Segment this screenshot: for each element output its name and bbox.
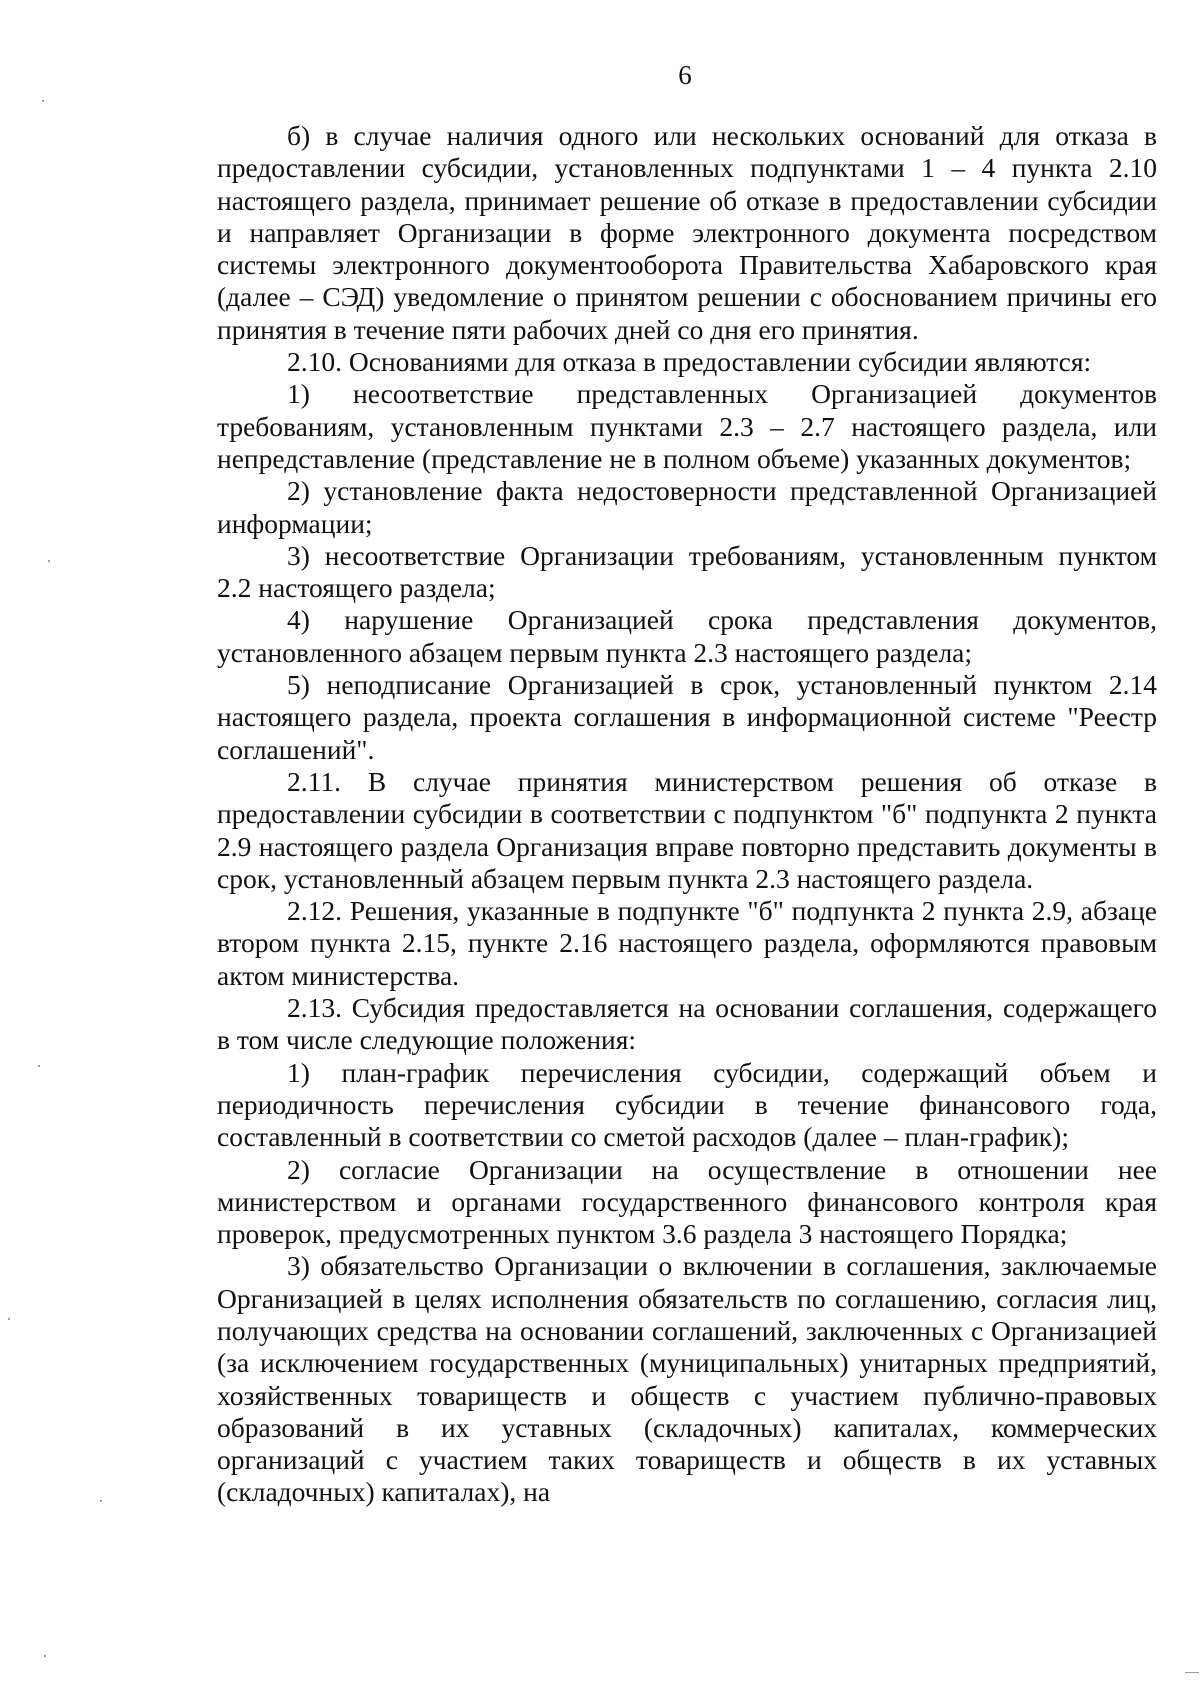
scan-speck [100, 1500, 102, 1502]
scan-edge-mark [1185, 1672, 1199, 1673]
paragraph-2-10-item-4: 4) нарушение Организацией срока представления документов, установленного абзацем первым пункта 2.3 настоящего раздела; [217, 604, 1157, 668]
paragraph-2-10: 2.10. Основаниями для отказа в предоставлении субсидии являются: [287, 346, 1092, 378]
scan-speck [38, 1065, 40, 1067]
paragraph-subitem-b: б) в случае наличия одного или нескольких оснований для отказа в предоставлении субсидии, установленных подпунктами 1 – 4 пункта 2.10 настоящего раздела, принимает решение об отказе в предоставлении субсидии и направляет Организации в форме электронного документа посредством системы электронного документооборота Правительства Хабаровского края (далее – СЭД) уведомление о принятом решении с обоснованием причины его принятия в течение пяти рабочих дней со дня его принятия. [217, 120, 1157, 345]
paragraph-2-10-item-2: 2) установление факта недостоверности представленной Организацией информации; [217, 475, 1157, 539]
page-number: 6 [678, 60, 692, 90]
scan-speck [8, 1318, 10, 1320]
paragraph-2-10-item-1: 1) несоответствие представленных Организацией документов требованиям, установленным пунктами 2.3 – 2.7 настоящего раздела, или непредставление (представление не в полном объеме) указанных документов; [217, 378, 1157, 474]
paragraph-2-11: 2.11. В случае принятия министерством решения об отказе в предоставлении субсидии в соответствии с подпунктом "б" подпункта 2 пункта 2.9 настоящего раздела Организация вправе повторно представить документы в срок, установленный абзацем первым пункта 2.3 настоящего раздела. [217, 765, 1157, 894]
document-body [217, 120, 1157, 1509]
paragraph-2-13: 2.13. Субсидия предоставляется на основании соглашения, содержащего в том числе следующие положения: [217, 992, 1157, 1056]
paragraph-2-12: 2.12. Решения, указанные в подпункте "б" подпункта 2 пункта 2.9, абзаце втором пункта 2.15, пункте 2.16 настоящего раздела, оформляются правовым актом министерства. [217, 895, 1157, 991]
paragraph-2-13-item-3: 3) обязательство Организации о включении в соглашения, заключаемые Организацией в целях исполнения обязательств по соглашению, согласия лиц, получающих средства на основании соглашений, заключенных с Организацией (за исключением государственных (муниципальных) унитарных предприятий, хозяйственных товариществ и обществ с участием публично-правовых образований в их уставных (складочных) капиталах, коммерческих организаций с участием таких товариществ и обществ в их уставных (складочных) капиталах), на [217, 1250, 1157, 1508]
paragraph-2-10-item-3: 3) несоответствие Организации требованиям, установленным пунктом 2.2 настоящего раздела; [217, 539, 1157, 604]
scan-speck [44, 1655, 46, 1657]
paragraph-2-13-item-1: 1) план-график перечисления субсидии, содержащий объем и периодичность перечисления субсидии в течение финансового года, составленный в соответствии со сметой расходов (далее – план-график); [217, 1056, 1157, 1153]
scan-speck [48, 560, 50, 562]
scan-speck [42, 100, 44, 102]
paragraph-2-13-item-2: 2) согласие Организации на осуществление в отношении нее министерством и органами государственного финансового контроля края проверок, предусмотренных пунктом 3.6 раздела 3 настоящего Порядка; [217, 1153, 1157, 1250]
paragraph-2-10-item-5: 5) неподписание Организацией в срок, установленный пунктом 2.14 настоящего раздела, проекта соглашения в информационной системе "Реестр соглашений". [217, 669, 1157, 765]
